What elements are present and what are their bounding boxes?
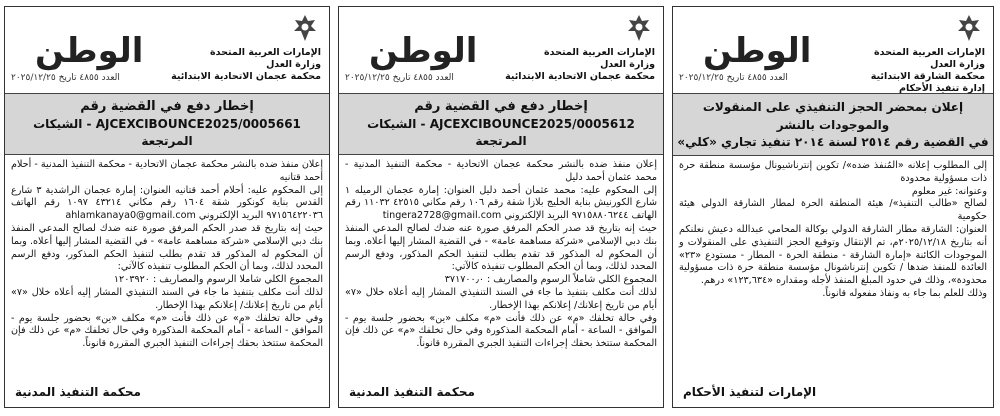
notice-subtitle: في القضية رقم ٢٥١٤ لسنة ٢٠١٤ تنفيذ تجاري «كلي» xyxy=(677,135,989,149)
government-block xyxy=(845,47,985,95)
notice-body xyxy=(339,155,663,351)
notice-header xyxy=(339,7,663,93)
issue-line: العدد ٤٨٥٥ تاريخ ٢٠٢٥/١٢/٢٥ xyxy=(11,73,120,83)
government-block xyxy=(171,47,321,83)
issue-line: العدد ٤٨٥٥ تاريخ ٢٠٢٥/١٢/٢٥ xyxy=(679,73,788,83)
notice-payment-5661 xyxy=(4,6,330,408)
notice-header xyxy=(5,7,329,93)
gov-line: الإمارات العربية المتحدة xyxy=(544,47,655,58)
notice-body xyxy=(5,155,329,351)
paragraph: إلى المطلوب إعلانه «المُنفذ ضده»/ تكوين إنترناشيونال مؤسسة منطقة حرة ذات مسؤولية محدودة xyxy=(679,160,987,184)
paragraph: إلى المحكوم عليه: محمد عثمان أحمد دليل العنوان: إمارة عجمان الرميله ١ شارع الكورنيش بناية الخليج بلازا شقة رقم ١٠٦ رقم مكاني ٤٢٥١٥ ١١٠٣٢ رقم الهاتف ٩٧١٥٨٨٠٦٢٤٤ البريد الإلكتروني tingera2728@gmail.com xyxy=(345,184,657,222)
paragraph: وعنوانه: غير معلوم xyxy=(911,185,987,197)
gov-line: وزارة العدل xyxy=(930,59,985,70)
gov-line: وزارة العدل xyxy=(600,59,655,70)
alwatan-logo: الوطن xyxy=(35,31,144,71)
paragraph: إلى المحكوم عليه: أحلام أحمد قتانيه العنوان: إمارة عجمان الراشدية ٣ شارع القدس بناية كونكور شقة ١٦٠٤ رقم مكاني ٤٣٢١٤ ١٠٩٧ رقم الهاتف ٩٧١٥٦٤٢٢٠٣٦ البريد الإلكتروني ahlamkanaya0@gmail.com xyxy=(11,184,323,222)
gov-line: وزارة العدل xyxy=(266,59,321,70)
paragraph: العنوان: الشارقة مطار الشارقة الدولي بوكالة المحامي عبدالله دعيش نعلنكم أنه بتاريخ ٢٠٢٥/١٢/١٨م، تم الإنتقال وتوقيع الحجز التنفيذي على المنقولات و الموجودات الكائنة «إمارة الشارقة - منطقة الحرة - المطار - مستودع «٢٣» العائدة للمنفذ ضدها / تكوين إنترناشونال مؤسسة منطقة حرة ذات مسؤولية محدودة»، وذلك في حدود المبلغ المنفذ لأجله ومقداره «١٢٣,٦٣٤» درهم. xyxy=(679,223,987,287)
notice-header xyxy=(673,7,993,93)
notice-payment-5612 xyxy=(338,6,664,408)
uae-emblem-icon xyxy=(291,13,319,43)
gov-line: إدارة تنفيذ الأحكام xyxy=(899,83,985,94)
paragraph: وفي حالة تخلفك «م» عن ذلك فأنت «م» مكلف «ين» بحضور جلسة يوم - الموافق - الساعة - أمام المحكمة المذكورة وفي حال تخلفك «م» عن ذلك فإن المحكمة ستتخذ بحقك إجراءات التنفيذ الجبري المقررة قانوناً. xyxy=(345,312,657,350)
notice-title: إعلان بمحضر الحجز التنفيذي على المنقولات والموجودات بالنشر xyxy=(702,100,964,132)
uae-emblem-icon xyxy=(625,13,653,43)
gov-line: محكمة عجمان الاتحادية الابتدائية xyxy=(505,71,655,82)
gov-line: الإمارات العربية المتحدة xyxy=(874,47,985,58)
uae-emblem-icon xyxy=(955,13,983,43)
paragraph: إعلان منفذ ضده بالنشر محكمة عجمان الاتحادية - محكمة التنفيذ المدنية - محمد عثمان أحمد دليل xyxy=(345,159,657,183)
notice-seizure-sharjah xyxy=(672,6,994,408)
notice-subtitle: AJCEXCIBOUNCE2025/0005661 - الشيكات المرتجعة xyxy=(33,117,301,148)
notice-title: إخطار دفع في القضية رقم xyxy=(414,99,588,114)
notice-title: إخطار دفع في القضية رقم xyxy=(80,99,254,114)
government-block xyxy=(505,47,655,83)
notice-subtitle: AJCEXCIBOUNCE2025/0005612 - الشيكات المرتجعة xyxy=(367,117,635,148)
signature: محكمة التنفيذ المدنية xyxy=(15,385,141,399)
paragraph: وفي حالة تخلفك «م» عن ذلك فأنت «م» مكلف «ين» بحضور جلسة يوم - الموافق - الساعة - أمام المحكمة المذكورة وفي حال تخلفك «م» عن ذلك فإن المحكمة ستتخذ بحقك إجراءات التنفيذ الجبري المقررة قانوناً. xyxy=(11,312,323,350)
paragraph: لذلك أنت مكلف بتنفيذ ما جاء في السند التنفيذي المشار إليه أعلاه خلال «٧» أيام من تاريخ إعلانك/ إعلانكم بهذا الإخطار. xyxy=(345,286,657,311)
notice-title-band xyxy=(673,93,993,156)
notice-title-band xyxy=(339,93,663,155)
alwatan-logo: الوطن xyxy=(369,31,478,71)
gov-line: محكمة عجمان الاتحادية الابتدائية xyxy=(171,71,321,82)
notice-body xyxy=(673,156,993,301)
paragraph: المجموع الكلي شاملاً الرسوم والمصاريف : ٣٧١٧٠٠٫٠ xyxy=(444,274,657,286)
paragraph: حيث إنه بتاريخ قد صدر الحكم المرفق صورة عنه ضدك لصالح المدعي المنفذ بنك دبي الإسلامي «شركة مساهمة عامة» - في القضية المشار إليها أعلاه. وبما أن المحكوم له المذكور قد تقدم بطلب لتنفيذ الحكم المذكور، ودفع الرسم المحدد لذلك، وبما أن الحكم المطلوب تنفيذه كالآتي: xyxy=(345,222,657,273)
signature: الإمارات لتنفيذ الأحكام xyxy=(683,385,817,399)
gov-line: محكمة الشارقة الابتدائية xyxy=(870,71,985,82)
notice-title-band xyxy=(5,93,329,155)
paragraph: لصالح «طالب التنفيذ»/ هيئة المنطقة الحرة لمطار الشارقة الدولي هيئة حكومية xyxy=(679,198,987,223)
paragraph: المجموع الكلي شاملا الرسوم والمصاريف : ١٢٠٣٩٢٠ xyxy=(113,274,323,286)
gov-line: الإمارات العربية المتحدة xyxy=(210,47,321,58)
paragraph: حيث إنه بتاريخ قد صدر الحكم المرفق صورة عنه ضدك لصالح المدعي المنفذ بنك دبي الإسلامي «شركة مساهمة عامة» - في القضية المشار إليها أعلاه. وبما أن المحكوم له المذكور قد تقدم بطلب لتنفيذ الحكم المذكور، ودفع الرسم المحدد لذلك، وبما أن الحكم المطلوب تنفيذه كالآتي: xyxy=(11,222,323,273)
paragraph: إعلان منفذ ضده بالنشر محكمة عجمان الاتحادية - محكمة التنفيذ المدنية - أحلام أحمد قتانيه xyxy=(11,159,323,183)
alwatan-logo: الوطن xyxy=(703,31,812,71)
paragraph: لذلك أنت مكلف بتنفيذ ما جاء في السند التنفيذي المشار إليه أعلاه خلال «٧» أيام من تاريخ إعلانك/ إعلانكم بهذا الإخطار. xyxy=(11,286,323,311)
issue-line: العدد ٤٨٥٥ تاريخ ٢٠٢٥/١٢/٢٥ xyxy=(345,73,454,83)
paragraph: وذلك للعلم بما جاء به ونفاذ مفعوله قانوناً. xyxy=(822,287,987,299)
signature: محكمة التنفيذ المدنية xyxy=(349,385,475,399)
